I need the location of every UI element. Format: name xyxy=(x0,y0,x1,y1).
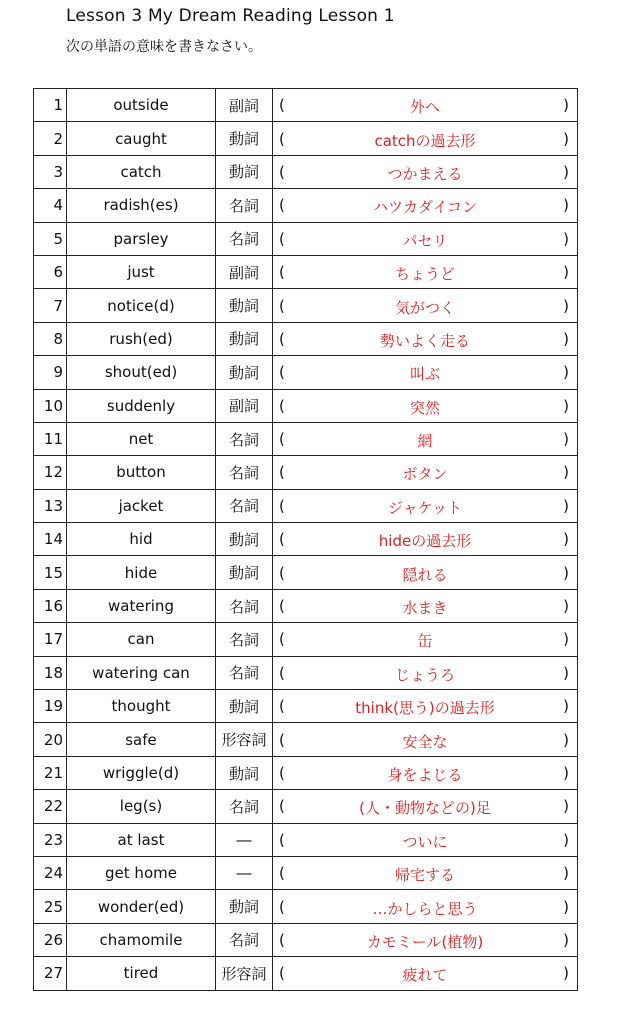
close-paren: ) xyxy=(563,296,569,315)
row-number: 25 xyxy=(34,890,67,923)
table-row xyxy=(34,856,578,889)
english-word: button xyxy=(67,456,216,489)
part-of-speech: 形容詞 xyxy=(216,723,273,756)
close-paren: ) xyxy=(563,897,569,916)
meaning-answer: …かしらと思う xyxy=(372,899,478,918)
part-of-speech: 副詞 xyxy=(216,389,273,422)
part-of-speech: 名詞 xyxy=(216,790,273,823)
close-paren: ) xyxy=(563,797,569,816)
meaning-cell xyxy=(273,456,578,489)
part-of-speech: 名詞 xyxy=(216,923,273,956)
open-paren: ( xyxy=(279,663,285,682)
meaning-answer: パセリ xyxy=(402,231,448,250)
table-row xyxy=(34,456,578,489)
english-word: tired xyxy=(67,957,216,990)
close-paren: ) xyxy=(563,463,569,482)
open-paren: ( xyxy=(279,496,285,515)
part-of-speech: 動詞 xyxy=(216,155,273,188)
meaning-cell xyxy=(273,89,578,122)
row-number: 21 xyxy=(34,756,67,789)
meaning-cell xyxy=(273,356,578,389)
close-paren: ) xyxy=(563,864,569,883)
meaning-answer: 網 xyxy=(417,432,433,451)
english-word: leg(s) xyxy=(67,790,216,823)
meaning-cell xyxy=(273,923,578,956)
open-paren: ( xyxy=(279,730,285,749)
meaning-cell xyxy=(273,255,578,288)
open-paren: ( xyxy=(279,830,285,849)
table-row xyxy=(34,823,578,856)
meaning-cell xyxy=(273,322,578,355)
meaning-answer: 気がつく xyxy=(394,298,455,317)
table-row xyxy=(34,89,578,122)
table-row xyxy=(34,690,578,723)
part-of-speech: 名詞 xyxy=(216,489,273,522)
row-number: 18 xyxy=(34,656,67,689)
part-of-speech: 形容詞 xyxy=(216,957,273,990)
meaning-cell xyxy=(273,122,578,155)
open-paren: ( xyxy=(279,630,285,649)
row-number: 1 xyxy=(34,89,67,122)
meaning-cell xyxy=(273,389,578,422)
meaning-cell xyxy=(273,489,578,522)
open-paren: ( xyxy=(279,196,285,215)
meaning-answer: (人・動物などの)足 xyxy=(359,799,491,818)
english-word: just xyxy=(67,255,216,288)
english-word: watering xyxy=(67,589,216,622)
close-paren: ) xyxy=(563,196,569,215)
row-number: 4 xyxy=(34,189,67,222)
row-number: 6 xyxy=(34,255,67,288)
meaning-cell xyxy=(273,523,578,556)
english-word: shout(ed) xyxy=(67,356,216,389)
part-of-speech: 動詞 xyxy=(216,756,273,789)
table-row xyxy=(34,589,578,622)
close-paren: ) xyxy=(563,530,569,549)
meaning-answer: じょうろ xyxy=(394,665,455,684)
part-of-speech: 名詞 xyxy=(216,189,273,222)
table-row xyxy=(34,489,578,522)
meaning-answer: ボタン xyxy=(402,465,448,484)
meaning-answer: catchの過去形 xyxy=(374,131,476,150)
vocabulary-table-body xyxy=(34,89,578,991)
table-row xyxy=(34,255,578,288)
english-word: get home xyxy=(67,856,216,889)
table-row xyxy=(34,623,578,656)
english-word: notice(d) xyxy=(67,289,216,322)
english-word: wriggle(d) xyxy=(67,756,216,789)
part-of-speech: 副詞 xyxy=(216,255,273,288)
meaning-answer: 隠れる xyxy=(402,565,448,584)
english-word: watering can xyxy=(67,656,216,689)
row-number: 22 xyxy=(34,790,67,823)
table-row xyxy=(34,890,578,923)
open-paren: ( xyxy=(279,697,285,716)
row-number: 11 xyxy=(34,422,67,455)
row-number: 19 xyxy=(34,690,67,723)
part-of-speech: 名詞 xyxy=(216,589,273,622)
open-paren: ( xyxy=(279,129,285,148)
meaning-answer: 疲れて xyxy=(402,966,448,985)
table-row xyxy=(34,422,578,455)
meaning-answer: think(思う)の過去形 xyxy=(355,699,495,718)
close-paren: ) xyxy=(563,697,569,716)
close-paren: ) xyxy=(563,162,569,181)
meaning-answer: 勢いよく走る xyxy=(379,331,470,350)
vocabulary-table xyxy=(33,88,578,991)
part-of-speech: 名詞 xyxy=(216,422,273,455)
row-number: 2 xyxy=(34,122,67,155)
part-of-speech: 名詞 xyxy=(216,623,273,656)
open-paren: ( xyxy=(279,96,285,115)
row-number: 14 xyxy=(34,523,67,556)
close-paren: ) xyxy=(563,597,569,616)
part-of-speech: 名詞 xyxy=(216,222,273,255)
open-paren: ( xyxy=(279,463,285,482)
open-paren: ( xyxy=(279,396,285,415)
open-paren: ( xyxy=(279,430,285,449)
meaning-answer: カモミール(植物) xyxy=(366,932,484,951)
part-of-speech: 名詞 xyxy=(216,656,273,689)
table-row xyxy=(34,155,578,188)
english-word: can xyxy=(67,623,216,656)
open-paren: ( xyxy=(279,597,285,616)
meaning-cell xyxy=(273,856,578,889)
meaning-answer: 突然 xyxy=(409,398,440,417)
part-of-speech: 動詞 xyxy=(216,523,273,556)
table-row xyxy=(34,957,578,990)
close-paren: ) xyxy=(563,830,569,849)
english-word: hide xyxy=(67,556,216,589)
table-row xyxy=(34,556,578,589)
open-paren: ( xyxy=(279,229,285,248)
open-paren: ( xyxy=(279,530,285,549)
meaning-answer: 帰宅する xyxy=(394,866,455,885)
english-word: chamomile xyxy=(67,923,216,956)
meaning-answer: つかまえる xyxy=(387,164,463,183)
close-paren: ) xyxy=(563,363,569,382)
row-number: 13 xyxy=(34,489,67,522)
row-number: 20 xyxy=(34,723,67,756)
page-title: Lesson 3 My Dream Reading Lesson 1 xyxy=(66,6,395,26)
table-row xyxy=(34,756,578,789)
meaning-answer: 安全な xyxy=(402,732,448,751)
meaning-answer: 叫ぶ xyxy=(409,365,440,384)
meaning-answer: 缶 xyxy=(417,632,433,651)
meaning-cell xyxy=(273,756,578,789)
table-row xyxy=(34,923,578,956)
meaning-answer: ジャケット xyxy=(388,498,462,517)
meaning-cell xyxy=(273,723,578,756)
part-of-speech: 動詞 xyxy=(216,322,273,355)
open-paren: ( xyxy=(279,864,285,883)
row-number: 5 xyxy=(34,222,67,255)
row-number: 12 xyxy=(34,456,67,489)
instruction-text: 次の単語の意味を書きなさい。 xyxy=(66,39,262,55)
row-number: 15 xyxy=(34,556,67,589)
part-of-speech: 動詞 xyxy=(216,890,273,923)
table-row xyxy=(34,656,578,689)
english-word: rush(ed) xyxy=(67,322,216,355)
part-of-speech: 動詞 xyxy=(216,122,273,155)
row-number: 9 xyxy=(34,356,67,389)
close-paren: ) xyxy=(563,563,569,582)
close-paren: ) xyxy=(563,430,569,449)
part-of-speech: 動詞 xyxy=(216,690,273,723)
close-paren: ) xyxy=(563,129,569,148)
close-paren: ) xyxy=(563,630,569,649)
row-number: 23 xyxy=(34,823,67,856)
close-paren: ) xyxy=(563,229,569,248)
open-paren: ( xyxy=(279,329,285,348)
close-paren: ) xyxy=(563,764,569,782)
row-number: 8 xyxy=(34,322,67,355)
english-word: jacket xyxy=(67,489,216,522)
english-word: catch xyxy=(67,155,216,188)
part-of-speech: 副詞 xyxy=(216,89,273,122)
open-paren: ( xyxy=(279,764,285,782)
close-paren: ) xyxy=(563,263,569,282)
row-number: 10 xyxy=(34,389,67,422)
close-paren: ) xyxy=(563,329,569,348)
open-paren: ( xyxy=(279,162,285,181)
part-of-speech: 名詞 xyxy=(216,456,273,489)
row-number: 17 xyxy=(34,623,67,656)
meaning-answer: ついに xyxy=(402,832,448,851)
meaning-cell xyxy=(273,189,578,222)
table-row xyxy=(34,122,578,155)
english-word: parsley xyxy=(67,222,216,255)
meaning-cell xyxy=(273,422,578,455)
close-paren: ) xyxy=(563,663,569,682)
open-paren: ( xyxy=(279,263,285,282)
row-number: 16 xyxy=(34,589,67,622)
meaning-answer: ちょうど xyxy=(394,265,455,284)
table-row xyxy=(34,723,578,756)
table-row xyxy=(34,389,578,422)
part-of-speech: 動詞 xyxy=(216,356,273,389)
row-number: 7 xyxy=(34,289,67,322)
open-paren: ( xyxy=(279,563,285,582)
meaning-answer: hideの過去形 xyxy=(378,532,472,551)
close-paren: ) xyxy=(563,96,569,115)
table-row xyxy=(34,356,578,389)
meaning-answer: 外へ xyxy=(409,98,440,117)
meaning-answer: ハツカダイコン xyxy=(372,198,478,217)
close-paren: ) xyxy=(563,730,569,749)
row-number: 26 xyxy=(34,923,67,956)
table-row xyxy=(34,189,578,222)
english-word: net xyxy=(67,422,216,455)
meaning-cell xyxy=(273,222,578,255)
row-number: 24 xyxy=(34,856,67,889)
part-of-speech: ― xyxy=(216,856,273,889)
meaning-cell xyxy=(273,589,578,622)
meaning-cell xyxy=(273,155,578,188)
table-row xyxy=(34,523,578,556)
close-paren: ) xyxy=(563,964,569,983)
meaning-cell xyxy=(273,289,578,322)
open-paren: ( xyxy=(279,363,285,382)
row-number: 3 xyxy=(34,155,67,188)
english-word: wonder(ed) xyxy=(67,890,216,923)
open-paren: ( xyxy=(279,964,285,983)
meaning-cell xyxy=(273,790,578,823)
open-paren: ( xyxy=(279,797,285,816)
table-row xyxy=(34,289,578,322)
english-word: safe xyxy=(67,723,216,756)
open-paren: ( xyxy=(279,296,285,315)
meaning-answer: 水まき xyxy=(402,599,448,618)
close-paren: ) xyxy=(563,930,569,949)
english-word: radish(es) xyxy=(67,189,216,222)
table-row xyxy=(34,322,578,355)
english-word: hid xyxy=(67,523,216,556)
open-paren: ( xyxy=(279,897,285,916)
part-of-speech: ― xyxy=(216,823,273,856)
close-paren: ) xyxy=(563,396,569,415)
table-row xyxy=(34,222,578,255)
english-word: suddenly xyxy=(67,389,216,422)
table-row xyxy=(34,790,578,823)
english-word: outside xyxy=(67,89,216,122)
meaning-cell xyxy=(273,556,578,589)
english-word: at last xyxy=(67,823,216,856)
row-number: 27 xyxy=(34,957,67,990)
english-word: caught xyxy=(67,122,216,155)
meaning-cell xyxy=(273,957,578,990)
meaning-cell xyxy=(273,623,578,656)
english-word: thought xyxy=(67,690,216,723)
meaning-cell xyxy=(273,823,578,856)
meaning-cell xyxy=(273,656,578,689)
meaning-cell xyxy=(273,690,578,723)
close-paren: ) xyxy=(563,496,569,515)
part-of-speech: 動詞 xyxy=(216,289,273,322)
part-of-speech: 動詞 xyxy=(216,556,273,589)
open-paren: ( xyxy=(279,930,285,949)
meaning-answer: 身をよじる xyxy=(387,766,463,784)
meaning-cell xyxy=(273,890,578,923)
